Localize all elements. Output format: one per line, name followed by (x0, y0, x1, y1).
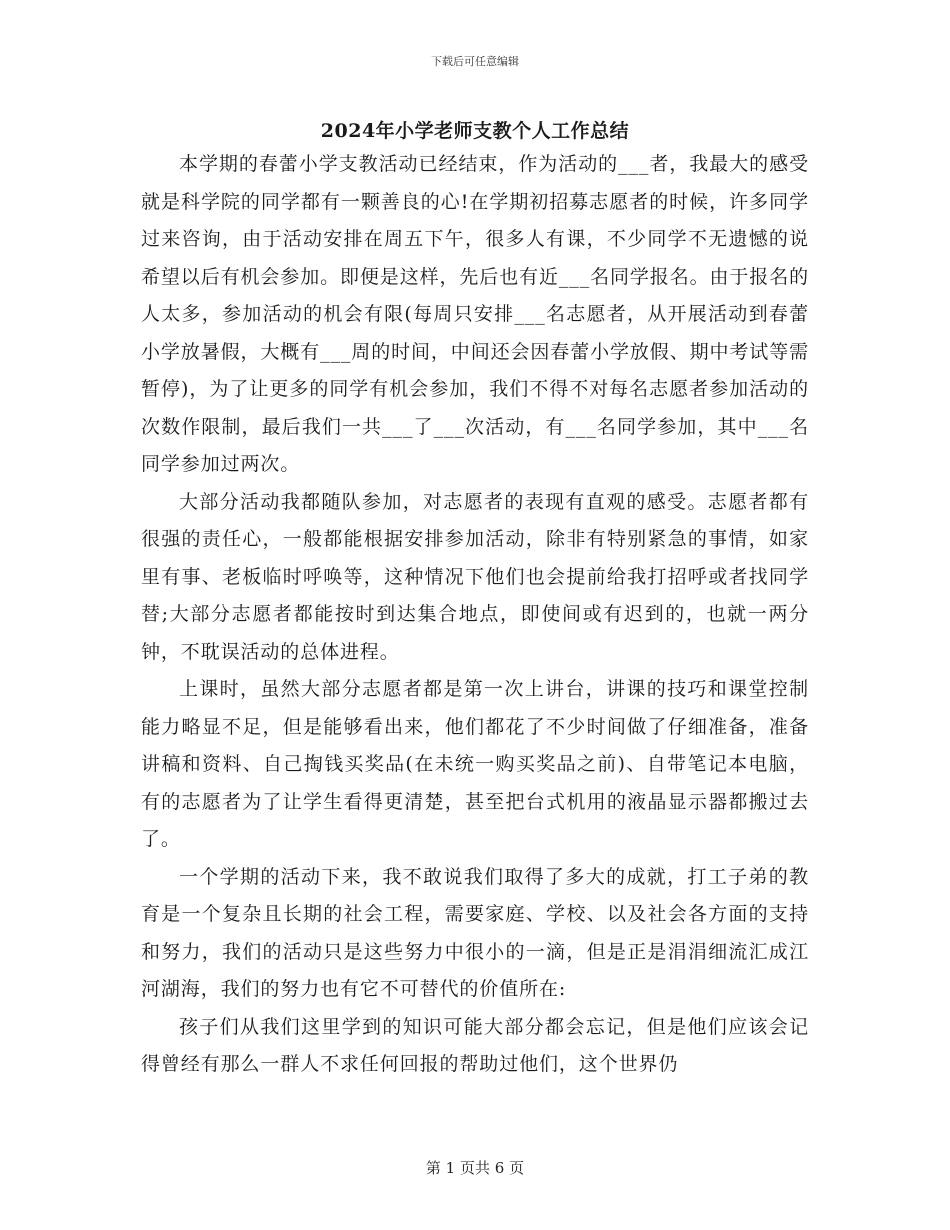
paragraph: 孩子们从我们这里学到的知识可能大部分都会忘记，但是他们应该会记得曾经有那么一群人不求任何回报的帮助过他们，这个世界仍 (141, 1015, 809, 1075)
paragraph: 一个学期的活动下来，我不敢说我们取得了多大的成就，打工子弟的教育是一个复杂且长期的社会工程，需要家庭、学校、以及社会各方面的支持和努力，我们的活动只是这些努力中很小的一滴，但是正是涓涓细流汇成江河湖海，我们的努力也有它不可替代的价值所在: (141, 865, 809, 1000)
document-title: 2024年小学老师支教个人工作总结 (320, 120, 630, 142)
paragraph: 上课时，虽然大部分志愿者都是第一次上讲台，讲课的技巧和课堂控制能力略显不足，但是能够看出来，他们都花了不少时间做了仔细准备，准备讲稿和资料、自己掏钱买奖品(在未统一购买奖品之前)、自带笔记本电脑，有的志愿者为了让学生看得更清楚，甚至把台式机用的液晶显示器都搬过去了。 (141, 678, 809, 850)
page-footer: 第 1 页共 6 页 (425, 1159, 525, 1177)
paragraph: 大部分活动我都随队参加，对志愿者的表现有直观的感受。志愿者都有很强的责任心，一般都能根据安排参加活动，除非有特别紧急的事情，如家里有事、老板临时呼唤等，这种情况下他们也会提前给我打招呼或者找同学替;大部分志愿者都能按时到达集合地点，即使间或有迟到的，也就一两分钟，不耽误活动的总体进程。 (141, 490, 809, 663)
paragraph: 本学期的春蕾小学支教活动已经结束，作为活动的___者，我最大的感受就是科学院的同学都有一颗善良的心!在学期初招募志愿者的时候，许多同学过来咨询，由于活动安排在周五下午，很多人有课，不少同学不无遗憾的说希望以后有机会参加。即便是这样，先后也有近___名同学报名。由于报名的人太多，参加活动的机会有限(每周只安排___名志愿者，从开展活动到春蕾小学放暑假，大概有___周的时间，中间还会因春蕾小学放假、期中考试等需暂停)，为了让更多的同学有机会参加，我们不得不对每名志愿者参加活动的次数作限制，最后我们一共___了___次活动，有___名同学参加，其中___名同学参加过两次。 (141, 153, 810, 475)
page-header: 下载后可任意编辑 (431, 55, 519, 68)
document-body (141, 146, 809, 1084)
